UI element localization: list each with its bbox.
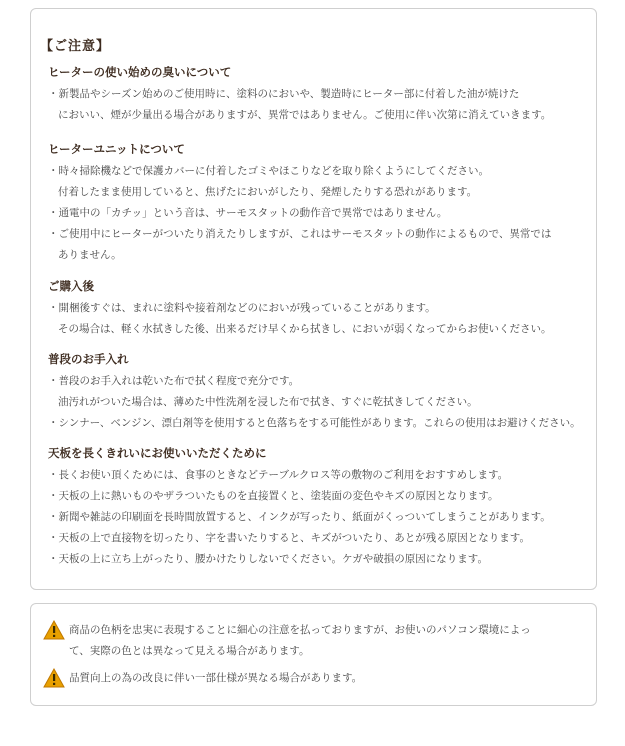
section-line: ・開梱後すぐは、まれに塗料や接着剤などのにおいが残っていることがあります。 [48,302,436,314]
section-line: ・シンナー、ベンジン、漂白剤等を使用すると色落ちをする可能性があります。これらの使用はお避けください。 [48,417,581,429]
warning-triangle-icon [43,668,65,688]
section-heading: ヒーターの使い始めの臭いについて [48,65,232,79]
warning-triangle-icon [43,620,65,640]
notice-panel [30,8,597,590]
section-heading: ご購入後 [48,279,94,293]
warning-panel [30,603,597,706]
section-heading: 天板を長くきれいにお使いいただくために [48,446,267,460]
warning-item [43,668,591,689]
section-line: 油汚れがついた場合は、薄めた中性洗剤を浸した布で拭き、すぐに乾拭きしてください。 [58,396,478,408]
section-heading: ヒーターユニットについて [48,142,185,156]
section-daily-care [48,351,593,434]
warning-text [69,620,531,662]
section-tabletop-care [48,445,593,570]
warning-text [69,668,362,689]
section-line: ・時々掃除機などで保護カバーに付着したゴミやほこりなどを取り除くようにしてください。 [48,165,489,177]
section-after-purchase [48,278,593,340]
section-line: ありません。 [58,249,122,261]
section-line: ・通電中の「カチッ」という音は、サーモスタットの動作音で異常ではありません。 [48,207,448,219]
section-line: においい、煙が少量出る場合がありますが、異常ではありません。ご使用に伴い次第に消えていきます。 [58,109,552,121]
warning-line: 商品の色柄を忠実に表現することに細心の注意を払っておりますが、お使いのパソコン環境によっ [69,624,531,636]
section-line: ・天板の上に立ち上がったり、腰かけたりしないでください。ケガや破損の原因になります。 [48,553,488,565]
section-line: ・新聞や雑誌の印刷面を長時間放置すると、インクが写ったり、紙面がくっついてしまうことがあります。 [48,511,551,523]
section-line: ・天板の上で直接物を切ったり、字を書いたりすると、キズがついたり、あとが残る原因となります。 [48,532,530,544]
warning-item [43,620,591,662]
section-heater-odor [48,64,593,126]
section-line: ・ご使用中にヒーターがついたり消えたりしますが、これはサーモスタットの動作によるもので、異常では [48,228,552,240]
warning-line: て、実際の色とは異なって見える場合があります。 [69,645,310,657]
section-line: ・長くお使い頂くためには、食事のときなどテーブルクロス等の敷物のご利用をおすすめします。 [48,469,509,481]
warning-line: 品質向上の為の改良に伴い一部仕様が異なる場合があります。 [69,672,363,684]
section-line: ・天板の上に熱いものやザラついたものを直接置くと、塗装面の変色やキズの原因となります。 [48,490,499,502]
section-line: ・新製品やシーズン始めのご使用時に、塗料のにおいや、製造時にヒーター部に付着した油が焼けた [48,88,520,100]
notice-title: 【ご注意】 [40,39,111,54]
section-heading: 普段のお手入れ [48,352,129,366]
section-line: 付着したまま使用していると、焦げたにおいがしたり、発煙したりする恐れがあります。 [58,186,478,198]
section-line: ・普段のお手入れは乾いた布で拭く程度で充分です。 [48,375,300,387]
section-line: その場合は、軽く水拭きした後、出来るだけ早くから拭きし、においが弱くなってからお使いください。 [58,323,552,335]
section-heater-unit [48,141,593,266]
